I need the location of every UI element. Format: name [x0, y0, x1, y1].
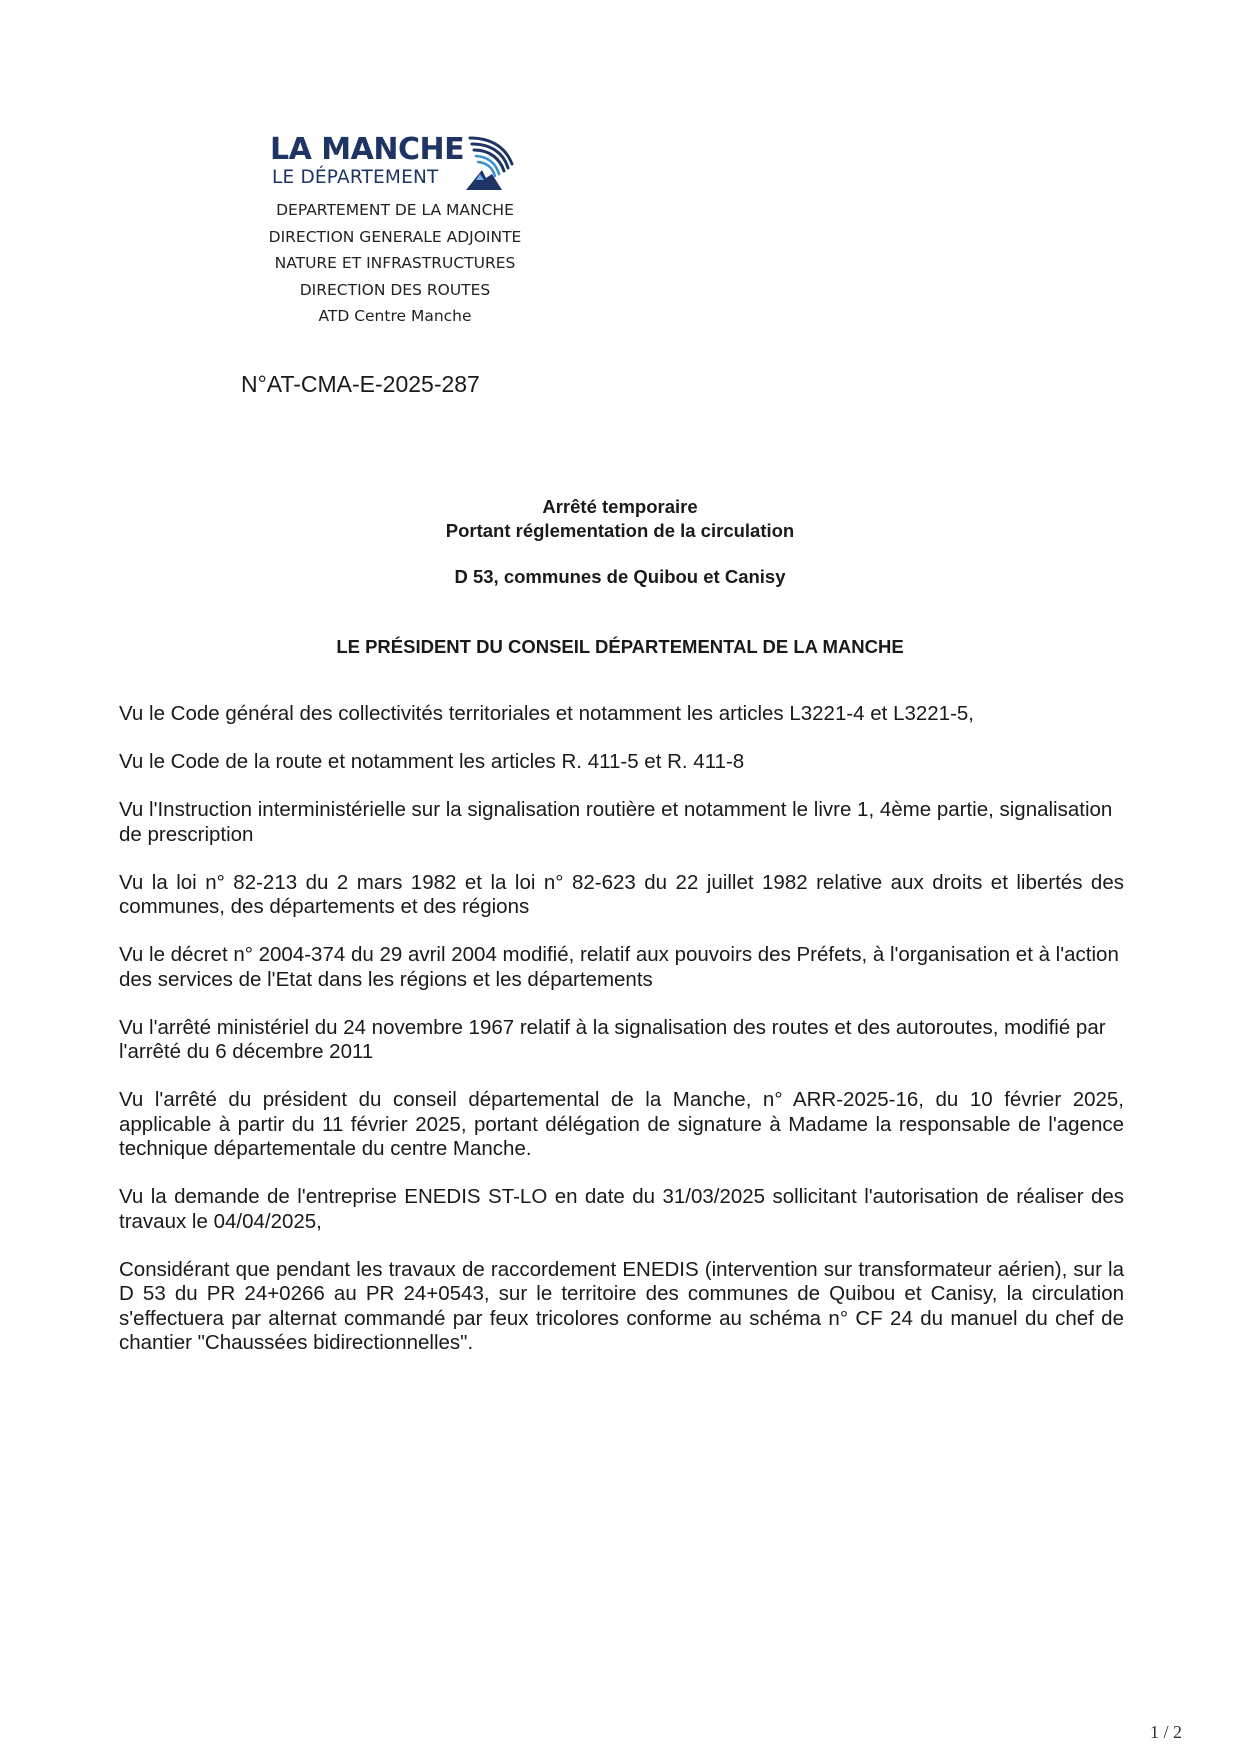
paragraph: Vu la loi n° 82-213 du 2 mars 1982 et la loi n° 82-623 du 22 juillet 1982 relative aux droits et libertés des communes, des départements et des régions — [119, 870, 1124, 918]
department-logo — [270, 134, 522, 198]
paragraph: Vu l'arrêté du président du conseil départemental de la Manche, n° ARR-2025-16, du 10 février 2025, applicable à partir du 11 février 2025, portant délégation de signature à Madame la responsable de l'agence technique départementale du centre Manche. — [119, 1088, 1124, 1160]
paragraph: Vu l'Instruction interministérielle sur la signalisation routière et notamment le livre 1, 4ème partie, signalisation de prescription — [119, 798, 1113, 846]
org-line: DIRECTION DES ROUTES — [299, 280, 491, 299]
page-indicator: 1 / 2 — [1149, 1722, 1182, 1742]
logo-title: LA MANCHE — [270, 132, 465, 167]
road-location: D 53, communes de Quibou et Canisy — [454, 566, 786, 587]
paragraph: Vu le Code de la route et notamment les articles R. 411-5 et R. 411-8 — [119, 750, 745, 773]
document-subtitle: Portant réglementation de la circulation — [445, 520, 795, 541]
org-line: NATURE ET INFRASTRUCTURES — [274, 254, 516, 272]
paragraph: Considérant que pendant les travaux de raccordement ENEDIS (intervention sur transformateur aérien), sur la D 53 du PR 24+0266 au PR 24+0543, sur le territoire des communes de Quibou et Canisy, la circulation s'effectuera par alternat commandé par feux tricolores conforme au schéma n° CF 24 du manuel du chef de chantier "Chaussées bidirectionnelles". — [119, 1257, 1124, 1354]
authority-heading: LE PRÉSIDENT DU CONSEIL DÉPARTEMENTAL DE LA MANCHE — [336, 636, 904, 657]
paragraph: Vu l'arrêté ministériel du 24 novembre 1967 relatif à la signalisation des routes et des autoroutes, modifié par l'arrêté du 6 décembre 2011 — [119, 1015, 1106, 1063]
paragraph: Vu le décret n° 2004-374 du 29 avril 2004 modifié, relatif aux pouvoirs des Préfets, à l'organisation et à l'action des services de l'Etat dans les régions et les départements — [119, 943, 1119, 991]
logo-emblem-icon — [462, 134, 522, 194]
org-line: DIRECTION GENERALE ADJOINTE — [268, 227, 522, 246]
document-body — [119, 702, 1124, 1379]
org-line: DEPARTEMENT DE LA MANCHE — [276, 201, 514, 219]
decree-reference: N°AT-CMA-E-2025-287 — [241, 371, 480, 397]
org-line: ATD Centre Manche — [318, 307, 472, 325]
logo-subtitle: LE DÉPARTEMENT — [272, 167, 439, 188]
issuing-authority — [210, 197, 580, 330]
document-title: Arrêté temporaire — [542, 496, 698, 517]
paragraph: Vu la demande de l'entreprise ENEDIS ST-LO en date du 31/03/2025 sollicitant l'autorisation de réaliser des travaux le 04/04/2025, — [119, 1185, 1124, 1233]
paragraph: Vu le Code général des collectivités territoriales et notamment les articles L3221-4 et L3221-5, — [119, 702, 975, 725]
